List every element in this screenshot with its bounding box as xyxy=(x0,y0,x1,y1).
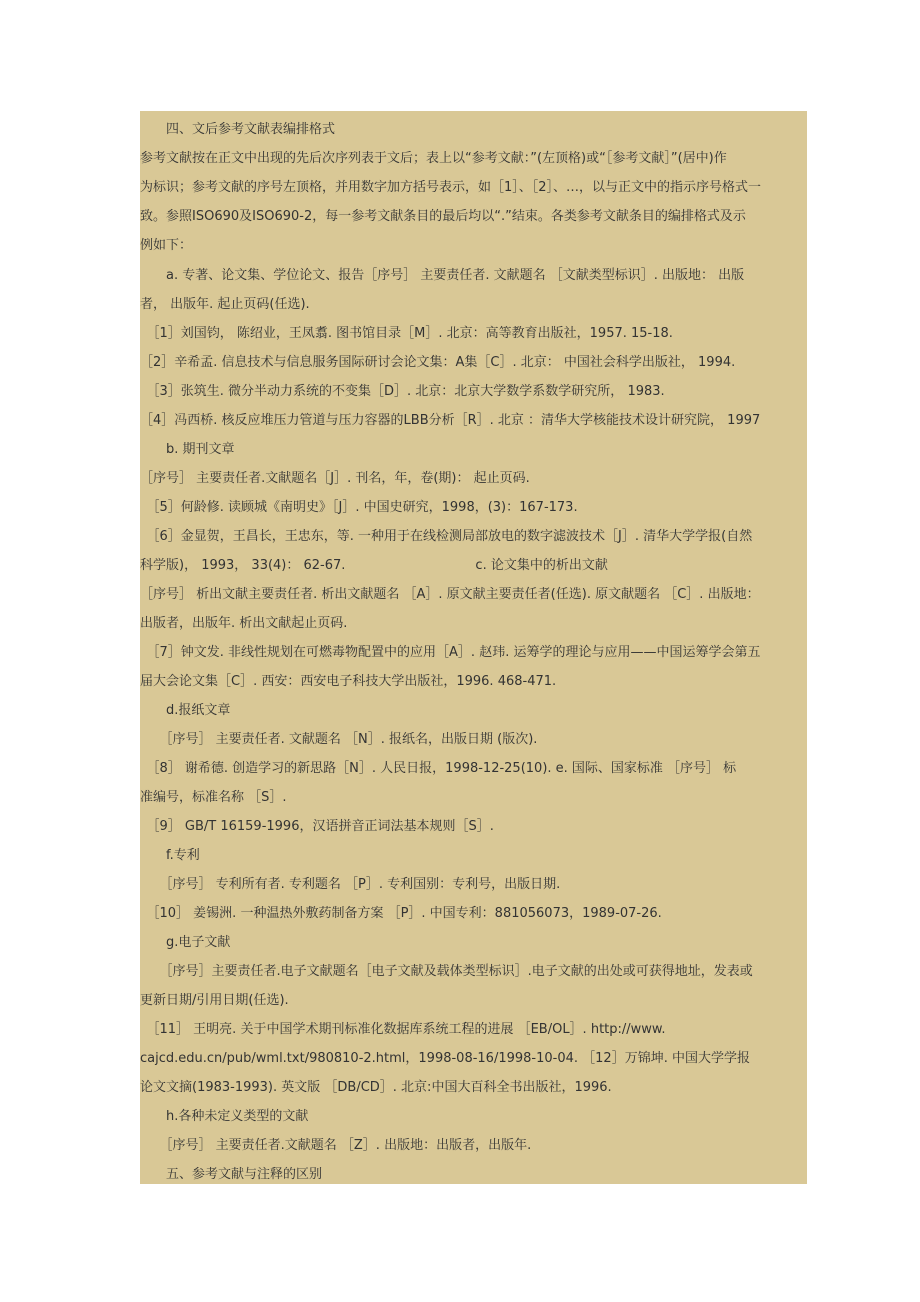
text-line: ［6］金显贺，王昌长，王忠东，等. 一种用于在线检测局部放电的数字滤波技术［J］. 清华大学学报(自然 xyxy=(140,529,753,544)
text-line: 科学版)， 1993， 33(4)： 62-67. c. 论文集中的析出文献 xyxy=(140,558,608,573)
text-line: ［11］ 王明亮. 关于中国学术期刊标准化数据库系统工程的进展 ［EB/OL］. http://www. xyxy=(140,1022,666,1037)
text-line: 为标识；参考文献的序号左顶格，并用数字加方括号表示，如［1］、［2］、…，以与正文中的指示序号格式一 xyxy=(140,180,762,195)
text-line: d.报纸文章 xyxy=(140,703,231,718)
document-panel xyxy=(140,111,807,1184)
text-line: ［3］张筑生. 微分半动力系统的不变集［D］. 北京：北京大学数学系数学研究所， 1983. xyxy=(140,384,665,399)
text-line: ［序号］ 析出文献主要责任者. 析出文献题名 ［A］. 原文献主要责任者(任选). 原文献题名 ［C］. 出版地： xyxy=(140,587,760,602)
text-line: 四、文后参考文献表编排格式 xyxy=(140,122,336,137)
text-line: ［序号］ 主要责任者. 文献题名 ［N］. 报纸名，出版日期 (版次). xyxy=(140,732,538,747)
text-line: h.各种未定义类型的文献 xyxy=(140,1109,309,1124)
text-line: ［8］ 谢希德. 创造学习的新思路［N］. 人民日报，1998-12-25(10). e. 国际、国家标准 ［序号］ 标 xyxy=(140,761,737,776)
text-line: ［10］ 姜锡洲. 一种温热外敷药制备方案 ［P］. 中国专利：881056073，1989-07-26. xyxy=(140,906,662,921)
text-line: 论文文摘(1983-1993). 英文版 ［DB/CD］. 北京:中国大百科全书出版社，1996. xyxy=(140,1080,612,1095)
text-line: ［序号］ 专利所有者. 专利题名 ［P］. 专利国别：专利号，出版日期. xyxy=(140,877,561,892)
text-line: 更新日期/引用日期(任选). xyxy=(140,993,289,1008)
text-line: g.电子文献 xyxy=(140,935,231,950)
text-line: b. 期刊文章 xyxy=(140,442,235,457)
text-line: cajcd.edu.cn/pub/wml.txt/980810-2.html，1998-08-16/1998-10-04. ［12］万锦坤. 中国大学学报 xyxy=(140,1051,750,1066)
text-line: 出版者，出版年. 析出文献起止页码. xyxy=(140,616,348,631)
text-line: 五、参考文献与注释的区别 xyxy=(140,1167,323,1182)
text-line: 例如下： xyxy=(140,238,193,253)
text-line: 准编号，标准名称 ［S］. xyxy=(140,790,287,805)
text-line: ［9］ GB/T 16159-1996，汉语拼音正词法基本规则［S］. xyxy=(140,819,494,834)
text-line: ［7］钟文发. 非线性规划在可燃毒物配置中的应用［A］. 赵玮. 运筹学的理论与应用——中国运筹学会第五 xyxy=(140,645,761,660)
text-line: f.专利 xyxy=(140,848,200,863)
text-line: 届大会论文集［C］. 西安：西安电子科技大学出版社，1996. 468-471. xyxy=(140,674,557,689)
text-line: ［序号］ 主要责任者.文献题名 ［Z］. 出版地：出版者，出版年. xyxy=(140,1138,532,1153)
text-line: ［5］何龄修. 读顾城《南明史》［J］. 中国史研究，1998，(3)：167-173. xyxy=(140,500,578,515)
text-line: 者， 出版年. 起止页码(任选). xyxy=(140,297,310,312)
text-line: 参考文献按在正文中出现的先后次序列表于文后；表上以“参考文献：”(左顶格)或“［参考文献］”(居中)作 xyxy=(140,151,727,166)
text-line: ［序号］主要责任者.电子文献题名［电子文献及载体类型标识］.电子文献的出处或可获得地址，发表或 xyxy=(140,964,753,979)
text-line: a. 专著、论文集、学位论文、报告［序号］ 主要责任者. 文献题名 ［文献类型标识］. 出版地： 出版 xyxy=(140,268,745,283)
text-line: 致。参照ISO690及ISO690-2，每一参考文献条目的最后均以“.”结束。各类参考文献条目的编排格式及示 xyxy=(140,209,746,224)
text-line: ［4］冯西桥. 核反应堆压力管道与压力容器的LBB分析［R］. 北京 ：清华大学核能技术设计研究院， 1997 xyxy=(140,413,761,428)
text-line: ［2］辛希孟. 信息技术与信息服务国际研讨会论文集：A集［C］. 北京： 中国社会科学出版社， 1994. xyxy=(140,355,736,370)
text-line: ［序号］ 主要责任者.文献题名［J］. 刊名，年，卷(期)： 起止页码. xyxy=(140,471,530,486)
text-line: ［1］刘国钧， 陈绍业，王凤翥. 图书馆目录［M］. 北京：高等教育出版社，1957. 15-18. xyxy=(140,326,673,341)
